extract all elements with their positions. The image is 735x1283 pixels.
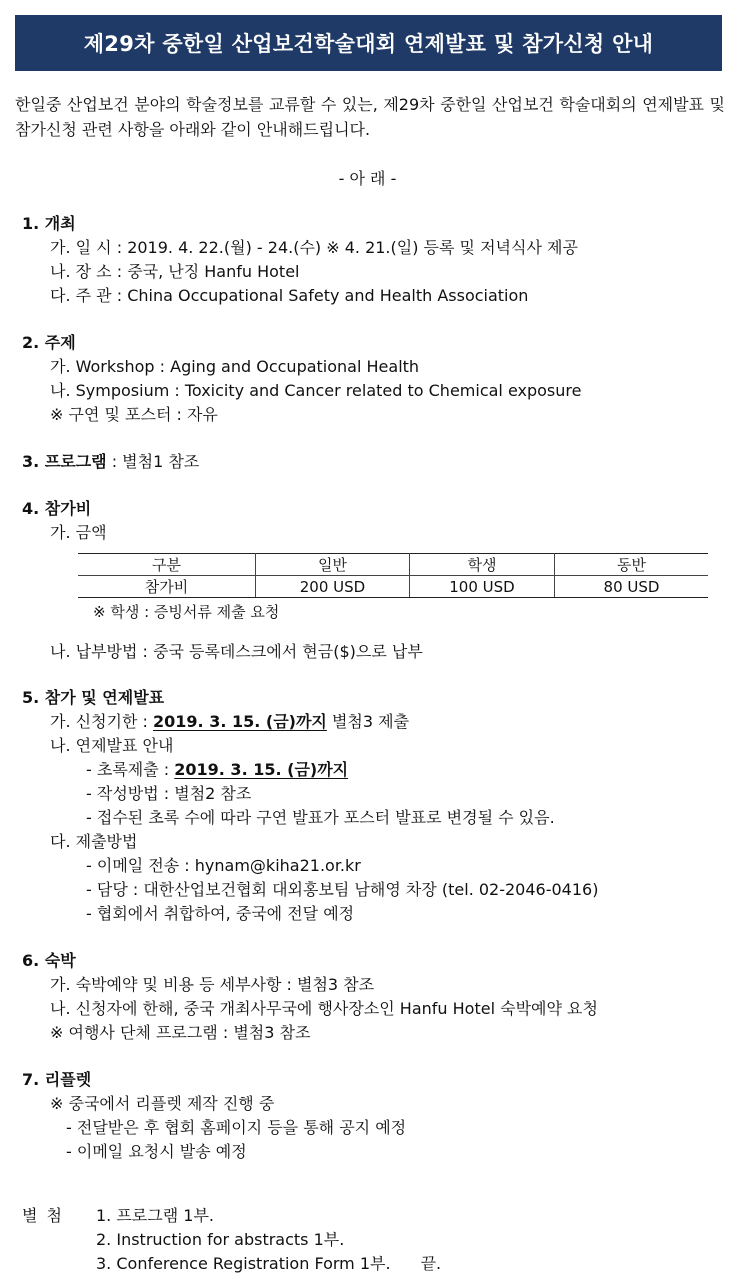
page-title: 제29차 중한일 산업보건학술대회 연제발표 및 참가신청 안내 (83, 32, 654, 56)
attach-label: 별 첨 (22, 1206, 64, 1225)
section-2-heading: 2. 주제 (22, 333, 76, 352)
s5-contact: - 담당 : 대한산업보건협회 대외홍보팀 남해영 차장 (tel. 02-2046-0416) (86, 880, 599, 899)
s1-host: 다. 주 관 : China Occupational Safety and Health Association (50, 286, 529, 305)
section-3-heading: 3. 프로그램 (22, 452, 107, 471)
fee-table-row (78, 576, 708, 598)
s5-deadline (50, 711, 409, 733)
s2-symposium: 나. Symposium : Toxicity and Cancer related to Chemical exposure (50, 381, 582, 400)
section-4-heading: 4. 참가비 (22, 499, 92, 518)
s4-amount-label: 가. 금액 (50, 523, 107, 542)
s1-place: 나. 장 소 : 중국, 난징 Hanfu Hotel (50, 262, 300, 281)
section-3-text: : 별첨1 참조 (106, 452, 200, 471)
section-3 (22, 451, 199, 473)
fee-cell: 200 USD (256, 576, 410, 598)
s5-abstract-label: - 초록제출 : (86, 760, 175, 779)
s7-note: ※ 중국에서 리플렛 제작 진행 중 (50, 1094, 275, 1113)
intro-paragraph: 한일중 산업보건 분야의 학술정보를 교류할 수 있는, 제29차 중한일 산업보건 학술대회의 연제발표 및 참가신청 관련 사항을 아래와 같이 안내해드립니다. (15, 95, 725, 139)
fee-header-cell: 일반 (256, 554, 410, 576)
section-5-heading: 5. 참가 및 연제발표 (22, 688, 165, 707)
section-1-heading: 1. 개최 (22, 214, 76, 233)
s5-forward: - 협회에서 취합하여, 중국에 전달 예정 (86, 904, 355, 923)
s4-student-note: ※ 학생 : 증빙서류 제출 요청 (93, 603, 280, 621)
s5-change: - 접수된 초록 수에 따라 구연 발표가 포스터 발표로 변경될 수 있음. (86, 808, 555, 827)
fee-header-cell: 학생 (410, 554, 555, 576)
s6-note: ※ 여행사 단체 프로그램 : 별첨3 참조 (50, 1023, 311, 1042)
s5-email: - 이메일 전송 : hynam@kiha21.or.kr (86, 856, 361, 875)
s7-notice: - 전달받은 후 협회 홈페이지 등을 통해 공지 예정 (66, 1118, 407, 1137)
s5-deadline-date: 2019. 3. 15. (금)까지 (153, 712, 327, 731)
s5-presentation: 나. 연제발표 안내 (50, 736, 174, 755)
fee-table (78, 553, 708, 598)
s5-abstract-date: 2019. 3. 15. (금)까지 (174, 760, 349, 779)
attach-end: 끝. (420, 1254, 442, 1273)
s7-email: - 이메일 요청시 발송 예정 (66, 1142, 247, 1161)
fee-cell: 참가비 (78, 576, 256, 598)
section-6-heading: 6. 숙박 (22, 951, 76, 970)
attach-item-3-text: 3. Conference Registration Form 1부. (96, 1254, 391, 1273)
fee-cell: 80 USD (555, 576, 709, 598)
s4-payment: 나. 납부방법 : 중국 등록데스크에서 현금($)으로 납부 (50, 642, 423, 661)
s5-deadline-suffix: 별첨3 제출 (326, 712, 410, 731)
s2-note: ※ 구연 및 포스터 : 자유 (50, 405, 218, 424)
fee-header-cell: 동반 (555, 554, 709, 576)
s5-deadline-label: 가. 신청기한 : (50, 712, 154, 731)
s5-submission: 다. 제출방법 (50, 832, 138, 851)
s2-workshop: 가. Workshop : Aging and Occupational Health (50, 357, 420, 376)
fee-table-header-row (78, 554, 708, 576)
ahrae-divider: - 아 래 - (338, 169, 397, 188)
s1-date: 가. 일 시 : 2019. 4. 22.(월) - 24.(수) ※ 4. 21.(일) 등록 및 저녁식사 제공 (50, 238, 578, 257)
fee-header-cell: 구분 (78, 554, 256, 576)
s6-request: 나. 신청자에 한해, 중국 개최사무국에 행사장소인 Hanfu Hotel 숙박예약 요청 (50, 999, 598, 1018)
attach-item-3 (96, 1253, 441, 1275)
fee-cell: 100 USD (410, 576, 555, 598)
s6-details: 가. 숙박예약 및 비용 등 세부사항 : 별첨3 참조 (50, 975, 375, 994)
title-banner (15, 15, 722, 71)
attach-item-2: 2. Instruction for abstracts 1부. (96, 1230, 345, 1249)
s5-method: - 작성방법 : 별첨2 참조 (86, 784, 252, 803)
s5-abstract (86, 759, 348, 781)
section-7-heading: 7. 리플렛 (22, 1070, 92, 1089)
attach-item-1: 1. 프로그램 1부. (96, 1206, 214, 1225)
